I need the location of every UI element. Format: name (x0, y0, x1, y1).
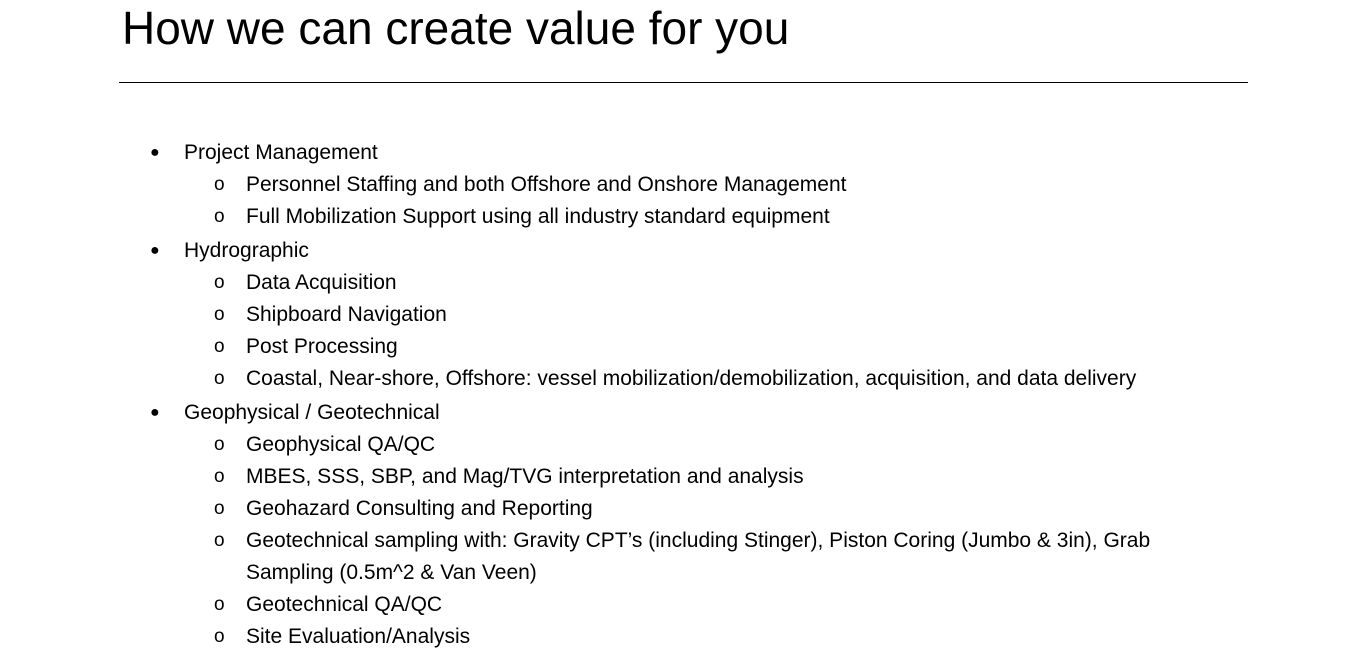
sub-list-item (0, 299, 1368, 331)
circle-bullet-icon: o (214, 466, 225, 487)
bullet-icon: ● (150, 404, 160, 421)
sub-list-item (0, 331, 1368, 363)
circle-bullet-icon: o (214, 174, 225, 195)
circle-bullet-icon: o (214, 594, 225, 615)
circle-bullet-icon: o (214, 272, 225, 293)
sub-item-text: Geotechnical QA/QC (246, 593, 443, 616)
sub-item-text: Personnel Staffing and both Offshore and Onshore Management (246, 173, 847, 196)
sub-list-item (0, 363, 1368, 395)
list-item (0, 235, 1368, 267)
sub-list-item (0, 589, 1368, 621)
sub-list-item (0, 201, 1368, 233)
sub-list-item (0, 429, 1368, 461)
section-label: Hydrographic (184, 239, 309, 262)
circle-bullet-icon: o (214, 626, 225, 647)
sub-list-item (0, 621, 1368, 653)
sub-item-text: Post Processing (246, 335, 398, 358)
circle-bullet-icon: o (214, 498, 225, 519)
sub-item-text: Site Evaluation/Analysis (246, 625, 471, 648)
sub-list-item (0, 169, 1368, 201)
sub-item-text: MBES, SSS, SBP, and Mag/TVG interpretation and analysis (246, 465, 804, 488)
section-label: Geophysical / Geotechnical (184, 401, 440, 424)
sub-item-text: Geophysical QA/QC (246, 433, 436, 456)
page-title: How we can create value for you (122, 2, 790, 54)
circle-bullet-icon: o (214, 530, 225, 551)
sub-list-item (0, 267, 1368, 299)
circle-bullet-icon: o (214, 304, 225, 325)
sub-list-item (0, 525, 1206, 589)
bullet-icon: ● (150, 144, 160, 161)
sub-item-text: Coastal, Near-shore, Offshore: vessel mobilization/demobilization, acquisition, and data delivery (246, 367, 1137, 390)
sub-list-item (0, 493, 1368, 525)
sub-item-text: Data Acquisition (246, 271, 397, 294)
list-item (0, 137, 1368, 169)
services-list (0, 137, 1368, 653)
circle-bullet-icon: o (214, 368, 225, 389)
sub-item-text: Shipboard Navigation (246, 303, 447, 326)
bullet-icon: ● (150, 242, 160, 259)
sub-item-text: Full Mobilization Support using all industry standard equipment (246, 205, 830, 228)
sub-item-text: Geohazard Consulting and Reporting (246, 497, 593, 520)
section-label: Project Management (184, 141, 378, 164)
title-divider (119, 82, 1248, 83)
circle-bullet-icon: o (214, 434, 225, 455)
circle-bullet-icon: o (214, 206, 225, 227)
list-item (0, 397, 1368, 429)
circle-bullet-icon: o (214, 336, 225, 357)
sub-item-text: Geotechnical sampling with: Gravity CPT’s (including Stinger), Piston Coring (Jumbo & 3in), Grab Sampling (0.5m^2 & Van Veen) (246, 529, 1151, 584)
sub-list-item (0, 461, 1368, 493)
